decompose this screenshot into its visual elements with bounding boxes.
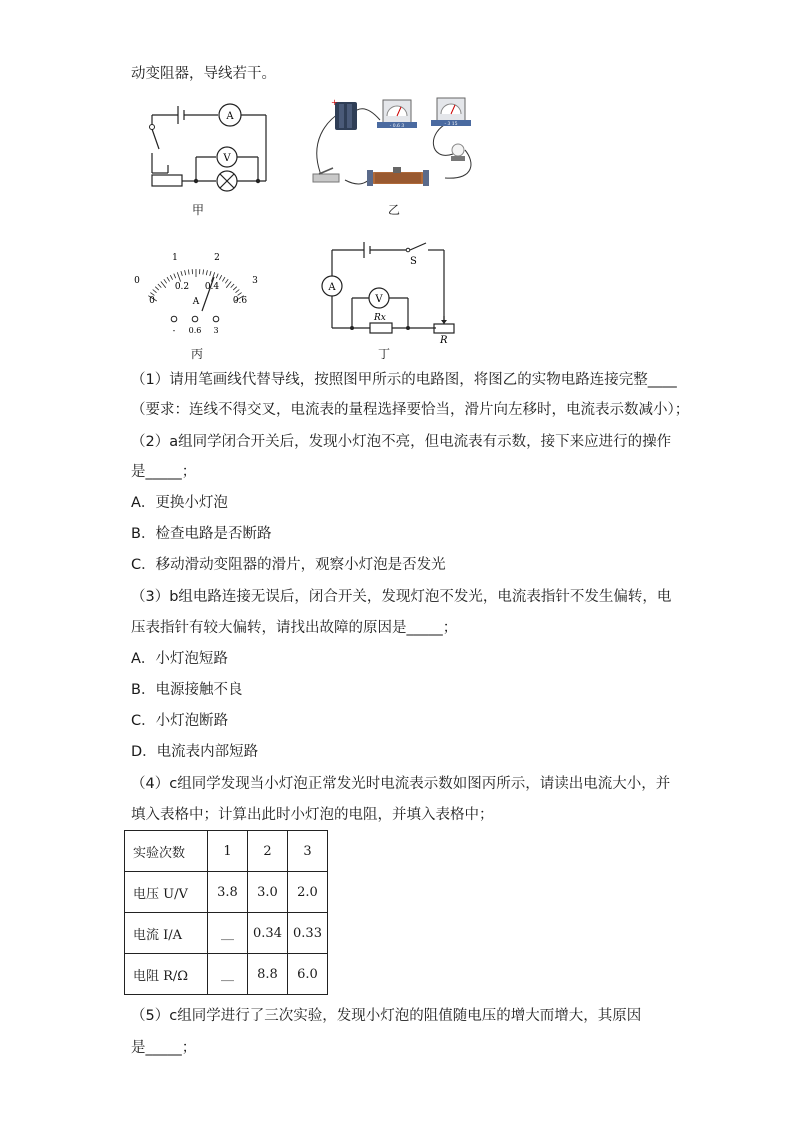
caption-yi: 乙 — [388, 203, 401, 217]
table-cell-label: 电阻 R/Ω — [125, 954, 208, 995]
table-cell: 6.0 — [288, 954, 328, 995]
dial-tick — [231, 284, 234, 288]
dial-bottom-tick-1: 0.2 — [174, 282, 190, 292]
dial-bottom-tick-3: 0.6 — [232, 296, 248, 306]
dial-bottom-tick-0: 0 — [149, 296, 155, 306]
table-row — [125, 872, 328, 913]
switch-icon — [313, 168, 339, 182]
ding-switch-label: S — [410, 256, 417, 267]
q1-line2: （要求：连线不得交叉，电流表的量程选择要恰当，滑片向左移时，电流表示数减小）； — [131, 402, 690, 418]
dial-bottom-tick-2: 0.4 — [204, 282, 220, 292]
dial-tick — [222, 277, 225, 281]
ammeter-label: A — [226, 111, 234, 122]
caption-ding: 丁 — [378, 347, 391, 361]
ammeter-device-icon — [377, 100, 417, 129]
q1-line1: （1）请用笔画线代替导线，按照图甲所示的电路图，将图乙的实物电路连接完整____ — [131, 372, 677, 388]
table-cell: 3.8 — [208, 872, 248, 913]
terminal-3: 3 — [213, 326, 219, 335]
q5-line2: 是_____； — [131, 1040, 197, 1056]
figure-bing-ammeter-dial — [128, 247, 268, 339]
battery-icon — [331, 98, 357, 130]
q2-option-c: C．移动滑动变阻器的滑片，观察小灯泡是否发光 — [131, 557, 446, 573]
dial-tick — [188, 270, 189, 275]
caption-bing: 丙 — [191, 347, 204, 361]
table-row — [125, 831, 328, 872]
figure-yi-apparatus — [305, 92, 485, 202]
dial-tick — [233, 287, 237, 290]
q4-line1: （4）c组同学发现当小灯泡正常发光时电流表示数如图丙所示，请读出电流大小，并 — [131, 776, 671, 792]
dial-tick — [153, 290, 157, 293]
dial-top-tick-2: 2 — [214, 253, 220, 263]
dial-tick — [216, 274, 218, 279]
table-cell: 2.0 — [288, 872, 328, 913]
dial-tick — [226, 282, 231, 288]
dial-tick — [155, 287, 159, 290]
q3-line1: （3）b组电路连接无误后，闭合开关，发现灯泡不发光，电流表指针不发生偏转，电 — [131, 589, 672, 605]
dial-tick — [150, 293, 154, 296]
dial-tick — [236, 290, 240, 293]
dial-tick — [181, 271, 182, 276]
q3-line2: 压表指针有较大偏转，请找出故障的原因是_____； — [131, 620, 458, 636]
q3-option-b: B．电源接触不良 — [131, 682, 243, 698]
dial-tick — [185, 270, 186, 275]
table-cell: 8.8 — [248, 954, 288, 995]
dial-tick — [161, 282, 166, 288]
q2-line2: 是_____； — [131, 464, 197, 480]
intro-text: 动变阻器，导线若干。 — [131, 66, 276, 82]
q5-line1: （5）c组同学进行了三次实验，发现小灯泡的阻值随电压的增大而增大，其原因 — [131, 1008, 642, 1024]
dial-tick — [177, 272, 180, 281]
table-row — [125, 913, 328, 954]
table-cell: 1 — [208, 831, 248, 872]
dial-tick — [170, 275, 172, 280]
table-cell: 3 — [288, 831, 328, 872]
data-table — [124, 830, 328, 995]
table-cell-label: 电压 U/V — [125, 872, 208, 913]
q2-option-b: B．检查电路是否断路 — [131, 526, 272, 542]
ding-voltmeter-label: V — [375, 294, 383, 305]
dial-tick — [206, 270, 207, 275]
q2-line1: （2）a组同学闭合开关后，发现小灯泡不亮，但电流表有示数，接下来应进行的操作 — [131, 434, 672, 450]
table-cell: 2 — [248, 831, 288, 872]
table-cell-blank[interactable]: __ — [208, 954, 248, 995]
dial-tick — [238, 293, 242, 296]
terminal-negative: - — [172, 326, 176, 335]
svg-text:+: + — [331, 98, 338, 107]
q3-option-c: C．小灯泡断路 — [131, 713, 229, 729]
voltmeter-label: V — [223, 153, 231, 164]
ding-r-label: R — [440, 335, 448, 346]
ding-rx-label: Rx — [374, 313, 386, 323]
dial-top-tick-3: 3 — [252, 276, 258, 286]
q4-line2: 填入表格中；计算出此时小灯泡的电阻，并填入表格中； — [131, 807, 494, 823]
dial-tick — [174, 274, 176, 279]
dial-tick — [167, 277, 170, 281]
svg-text:- 3 15: - 3 15 — [444, 122, 458, 127]
q2-option-a: A．更换小灯泡 — [131, 495, 228, 511]
dial-unit: A — [192, 297, 200, 307]
dial-tick — [210, 271, 211, 276]
table-cell-label: 实验次数 — [125, 831, 208, 872]
q3-option-d: D．电流表内部短路 — [131, 744, 259, 760]
figure-jia-circuit — [130, 95, 280, 195]
terminal-0.6: 0.6 — [188, 326, 202, 335]
table-cell: 3.0 — [248, 872, 288, 913]
caption-jia: 甲 — [192, 203, 205, 217]
dial-tick — [158, 284, 161, 288]
voltmeter-device-icon — [431, 98, 471, 127]
svg-text:- 0.6 3: - 0.6 3 — [389, 124, 405, 129]
rheostat-icon — [367, 167, 429, 186]
dial-top-tick-1: 1 — [172, 253, 178, 263]
dial-tick — [219, 275, 221, 280]
dial-tick — [164, 279, 167, 283]
dial-top-tick-0: 0 — [134, 276, 140, 286]
table-cell-blank[interactable]: __ — [208, 913, 248, 954]
ding-ammeter-label: A — [328, 282, 336, 293]
dial-tick — [225, 279, 228, 283]
bulb-icon — [451, 144, 465, 161]
table-cell-label: 电流 I/A — [125, 913, 208, 954]
figure-ding-circuit — [318, 238, 463, 346]
q3-option-a: A．小灯泡短路 — [131, 651, 228, 667]
dial-tick — [203, 270, 204, 275]
table-cell: 0.34 — [248, 913, 288, 954]
table-row — [125, 954, 328, 995]
table-cell: 0.33 — [288, 913, 328, 954]
